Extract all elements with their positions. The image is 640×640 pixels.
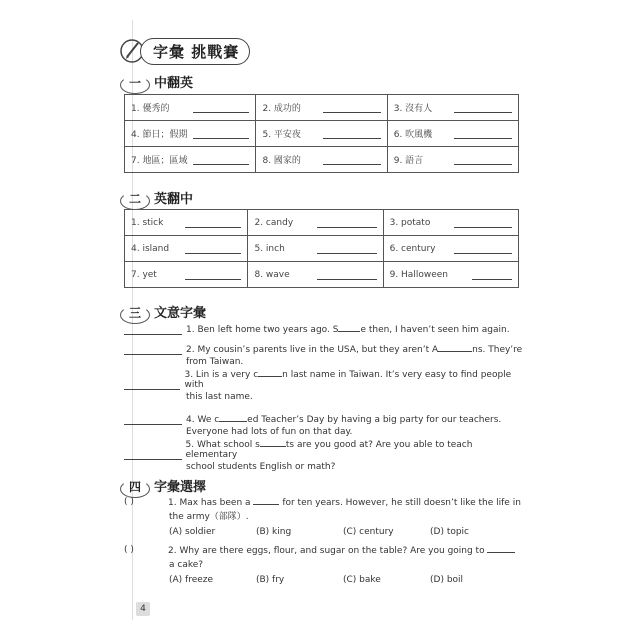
table-row (125, 210, 519, 236)
answer-blank[interactable] (124, 324, 182, 335)
question-continuation: Everyone had lots of fun on that day. (186, 427, 353, 437)
table-cell-label: 9. 語言 (393, 156, 424, 166)
question-continuation: from Taiwan. (186, 357, 244, 367)
answer-blank[interactable] (124, 449, 182, 460)
option-c[interactable]: (C) bake (343, 575, 381, 585)
section-1-header (122, 72, 193, 91)
answer-blank[interactable] (185, 217, 241, 228)
table-row (125, 147, 519, 173)
option-a[interactable]: (A) soldier (169, 527, 216, 537)
section-3-title: 文意字彙 (154, 306, 207, 321)
table-cell-label: 6. 吹風機 (393, 130, 433, 140)
table-cell-label: 7. 地區；區域 (131, 156, 188, 166)
page-title: 字彙 挑戰賽 (140, 38, 250, 65)
table-cell-label: 1. stick (131, 217, 164, 228)
answer-blank[interactable] (124, 414, 182, 425)
question-text: 2. Why are there eggs, flour, and sugar on the table? Are you going to (168, 543, 515, 559)
answer-blank[interactable] (124, 344, 182, 355)
question-text: 1. Max has been a for ten years. However, he still doesn’t like the life in (168, 495, 521, 511)
answer-blank[interactable] (185, 269, 241, 280)
section-1-title: 中翻英 (154, 76, 194, 91)
answer-paren[interactable]: ( ) (124, 545, 134, 555)
list-item (124, 440, 524, 475)
table-row (125, 121, 519, 147)
answer-blank[interactable] (124, 379, 180, 390)
answer-blank[interactable] (472, 269, 512, 280)
answer-blank[interactable] (454, 102, 512, 113)
section-2-number: 二 (122, 190, 148, 206)
inline-blank[interactable] (338, 322, 360, 332)
title-banner (118, 38, 250, 64)
table-cell-label: 2. candy (254, 217, 294, 228)
question-continuation: the army（部隊）. (169, 512, 249, 522)
table-cell-label: 7. yet (131, 269, 157, 280)
section-2-title: 英翻中 (154, 192, 194, 207)
inline-blank[interactable] (219, 412, 247, 422)
list-item (124, 320, 524, 335)
answer-blank[interactable] (323, 154, 381, 165)
section-4-number: 四 (122, 478, 148, 494)
section-4-header (122, 476, 206, 495)
answer-blank[interactable] (323, 128, 381, 139)
list-item (124, 370, 524, 405)
table-cell-label: 9. Halloween (389, 269, 448, 280)
table-cell-label: 3. potato (389, 217, 431, 228)
answer-blank[interactable] (317, 269, 377, 280)
table-cell-label: 8. 國家的 (262, 156, 301, 166)
inline-blank[interactable] (253, 495, 279, 505)
answer-blank[interactable] (454, 154, 512, 165)
section-3-header (122, 302, 206, 321)
question-text: 2. My cousin’s parents live in the USA, but they aren’t A ns. They’re (186, 342, 522, 355)
list-item (124, 495, 524, 540)
table-row (125, 236, 519, 262)
table-cell-label: 6. century (389, 243, 436, 254)
list-item (124, 543, 524, 588)
page-number: 4 (136, 602, 150, 616)
option-d[interactable]: (D) boil (430, 575, 464, 585)
question-continuation: this last name. (186, 392, 253, 402)
question-text: 4. We c ed Teacher’s Day by having a big party for our teachers. (186, 412, 501, 425)
answer-blank[interactable] (193, 128, 249, 139)
section-1-number: 一 (122, 74, 148, 90)
table-cell-label: 3. 沒有人 (393, 104, 433, 114)
inline-blank[interactable] (438, 342, 472, 352)
option-b[interactable]: (B) fry (256, 575, 285, 585)
answer-options (124, 573, 524, 588)
answer-blank[interactable] (193, 102, 249, 113)
section-3-number: 三 (122, 304, 148, 320)
context-vocabulary-section (124, 320, 524, 480)
table-cell-label: 1. 優秀的 (131, 104, 170, 114)
table-cell-label: 5. 平安夜 (262, 130, 301, 140)
table-cell-label: 4. island (131, 243, 170, 254)
question-text: 1. Ben left home two years ago. S e then, I haven’t seen him again. (186, 322, 510, 335)
list-item (124, 340, 524, 370)
answer-paren[interactable]: ( ) (124, 497, 134, 507)
table-cell-label: 4. 節日；假期 (131, 130, 188, 140)
question-text: 5. What school s ts are you good at? Are you able to teach elementary (186, 437, 525, 460)
answer-blank[interactable] (317, 217, 377, 228)
inline-blank[interactable] (487, 543, 515, 553)
table-row (125, 262, 519, 288)
answer-blank[interactable] (454, 243, 512, 254)
answer-blank[interactable] (185, 243, 241, 254)
table-row (125, 95, 519, 121)
inline-blank[interactable] (260, 437, 286, 447)
multiple-choice-section (124, 495, 524, 591)
table-cell-label: 8. wave (254, 269, 290, 280)
translation-table-zh-en (124, 94, 519, 173)
table-cell-label: 2. 成功的 (262, 104, 301, 114)
inline-blank[interactable] (258, 367, 282, 377)
answer-blank[interactable] (323, 102, 381, 113)
translation-table-en-zh (124, 209, 519, 288)
answer-blank[interactable] (454, 128, 512, 139)
option-b[interactable]: (B) king (256, 527, 292, 537)
answer-blank[interactable] (317, 243, 377, 254)
option-a[interactable]: (A) freeze (169, 575, 214, 585)
table-cell-label: 5. inch (254, 243, 285, 254)
section-2-header (122, 188, 193, 207)
answer-blank[interactable] (454, 217, 512, 228)
question-continuation: school students English or math? (186, 462, 336, 472)
question-continuation: a cake? (169, 560, 204, 570)
list-item (124, 410, 524, 440)
answer-options (124, 525, 524, 540)
option-d[interactable]: (D) topic (430, 527, 470, 537)
answer-blank[interactable] (193, 154, 249, 165)
section-4-title: 字彙選擇 (154, 480, 207, 495)
option-c[interactable]: (C) century (343, 527, 394, 537)
question-text: 3. Lin is a very c n last name in Taiwan. It’s very easy to find people with (184, 367, 524, 390)
